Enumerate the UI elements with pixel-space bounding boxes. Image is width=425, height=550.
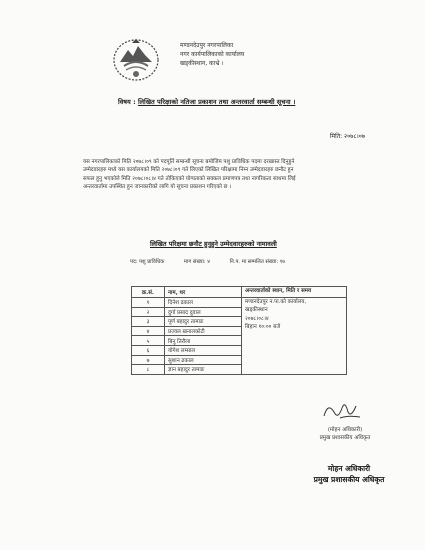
serial-cell: १ [132,298,165,308]
serial-cell: ३ [132,317,165,327]
post-meta [130,257,303,265]
column-header: क्र.सं. [132,287,165,298]
name-cell: सुशान ढकाल [165,355,242,365]
signatory-block [315,426,375,442]
participant-count: नि.प. मा सम्मलित संख्या: १७ [229,259,286,265]
name-cell: बिनु तिरौला [165,336,242,346]
official-stamp [308,463,390,485]
subject-text: लिखित परिक्षाको नतिजा प्रकाशन तथा अन्तरवार्ता सम्बन्धी सूचना । [137,98,296,106]
serial-cell: ७ [132,355,165,365]
body-line: सफल हुनु भएकोले मिति २०७८।०८।४ गते तोकिएको योग्यताको सक्कल प्रमाणपत्र तथा नागरिकता साथमा लिई [83,175,296,182]
office-address: खड्कीस्थान, काभ्रे । [180,60,224,67]
venue-line: खड्कीस्थान [245,307,268,314]
stamp-name: मोहन अधिकारी [327,464,371,473]
signatory-title: प्रमुख प्रशासकीय अधिकृत [319,435,371,441]
table-header-row [132,287,347,298]
serial-cell: २ [132,307,165,317]
table-row [132,298,347,308]
name-cell: ज्ञान बहादुर तामाङ [165,365,242,375]
name-cell: योगेश लम्साल [165,345,242,355]
body-line: उम्मेदवारहरु मध्ये यस कार्यालयको मिति २०७८।०९ गते लिएको लिखित परिक्षामा निम्न उम्मेदवारहरु छनौट हुन [83,167,294,174]
demand-count: माग संख्या: ४ [183,259,210,265]
venue-line: मण्डनदेउपुर न.पा.को कार्यालय, [245,299,307,305]
name-cell: प्रज्वल खनालकोटी [165,326,242,336]
candidate-table [131,286,347,375]
serial-cell: ६ [132,345,165,355]
column-header: नाम, थर [165,287,242,298]
stamp-title: प्रमुख प्रशासकीय अधिकृत [313,475,385,484]
serial-cell: ४ [132,326,165,336]
venue-cell [242,298,347,375]
body-line: अन्तरवार्तामा उपस्थित हुन जानकारीको लागि यो सूचना प्रकाशन गरिएको छ । [83,184,232,191]
municipality-name: मण्डनदेउपुर नगरपालिका [180,42,234,49]
office-header [180,41,244,68]
signatory-name: (मोहन अधिकारी) [327,427,363,433]
serial-cell: ५ [132,336,165,346]
handwritten-signature [318,398,366,424]
post-name: पद: पशु प्राविधिक [130,259,165,265]
name-cell: पूर्ण बहादुर तामाङ [165,317,242,327]
name-cell: दिनेश ढकाल [165,298,242,308]
notice-body [83,158,369,192]
body-line: यस नगरपालिकाको मिति २०७८।०९ को पदपूर्ति सम्बन्धी सूचना बमोजिम पशु प्राविधिक पदमा दरखास्त दिनुहुने [83,159,295,165]
subject-prefix: विषय : [118,98,138,106]
venue-time: बिहान १०:०० बजे [245,324,281,331]
subject-line [118,97,368,106]
venue-date: २०७८।०८।४ [245,315,269,322]
office-name: नगर कार्यपालिकाको कार्यालय [180,51,245,58]
list-title: लिखित परिक्षमा छनौट हुनुहुने उम्मेदवारहरुको नामावली [150,240,277,248]
name-cell: दुर्गा प्रसाद दुवाल [165,307,242,317]
notice-date: मिति: २०७८।०७ [330,133,366,140]
serial-cell: ८ [132,365,165,375]
government-emblem-icon [112,36,160,82]
column-header: अन्तरवार्ताको स्थान, मिति र समय [242,287,347,298]
